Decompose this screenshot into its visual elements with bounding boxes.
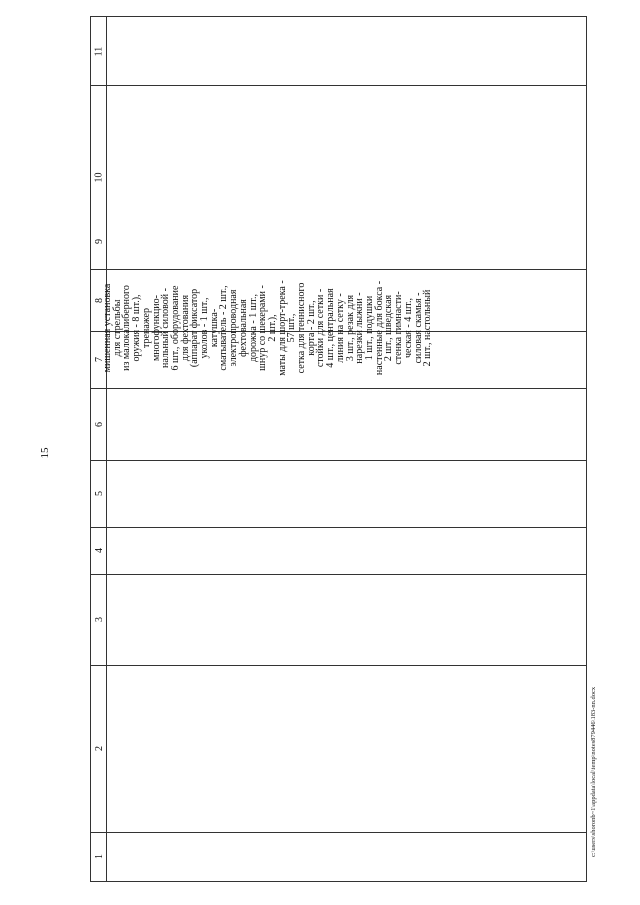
cell-10-line: ческая - 4 шт., [402, 297, 414, 359]
column-number: 5 [93, 491, 105, 496]
cell-10-line: 6 шт., оборудование [169, 285, 181, 371]
column-number: 11 [93, 46, 105, 56]
row-divider [91, 665, 586, 666]
cell-10-line: 1 шт., подушки [363, 295, 375, 361]
column-number: 6 [93, 421, 105, 427]
cell-10-line: нарезки лыжни - [354, 292, 366, 364]
cell-10-line: оружия - 8 шт.), [131, 294, 143, 362]
column-number: 1 [93, 854, 105, 859]
cell-10-line: 57 шт., [286, 313, 298, 343]
cell-10-line: сматыватель - 2 шт., [218, 285, 230, 371]
cell-10-line: мишенная установка [102, 283, 113, 373]
cell-10-line: стойки для сетки - [315, 288, 327, 368]
column-number: 2 [93, 746, 105, 751]
cell-10-text [102, 86, 434, 570]
cell-10-line: корта - 2 шт., [305, 300, 317, 356]
footer-file-path: c:\users\shoronb~1\appdata\local\temp\notes879446\183-nn.docx [590, 686, 597, 857]
cell-10-line: сетка для теннисного [296, 282, 308, 374]
row-divider [91, 832, 586, 833]
column-number: 8 [93, 297, 105, 303]
row-divider [91, 574, 586, 575]
cell-10-line: линия на сетку - [334, 293, 346, 363]
cell-10-line: из малокалиберного [121, 285, 133, 371]
cell-10-line: фехтовальная [237, 299, 249, 357]
cell-10-line: 2 шт.), [266, 314, 278, 342]
cell-10-line: шнур со шекерами - [257, 285, 269, 371]
column-number: 10 [93, 172, 105, 182]
cell-10-line: стенка гимнасти- [393, 291, 405, 365]
cell-10-line: катушка- [208, 308, 220, 348]
cell-10-line: для стрельбы [111, 299, 123, 357]
cell-10-line: 3 шт., резак для [344, 294, 356, 362]
cell-10-line: электропроводная [228, 289, 240, 367]
cell-10-line: (аппарат фиксатор [189, 288, 201, 368]
cell-10-line: 2 шт., настольный [422, 289, 434, 367]
page-number: 15 [39, 447, 51, 459]
cell-10-line: настенные для бокса - [373, 280, 385, 376]
cell-10-line: 4 шт., центральная [325, 288, 337, 368]
cell-10-line: для фехтования [179, 294, 191, 362]
cell-10-line: уколов - 1 шт., [199, 297, 211, 359]
column-number: 9 [93, 238, 105, 244]
cell-10-line: нальный силовой - [160, 288, 172, 368]
column-number: 7 [93, 357, 105, 362]
cell-10-line: тренажер [140, 308, 152, 348]
column-number: 4 [93, 548, 105, 553]
cell-10-line: дорожка - 1 шт., [247, 293, 259, 363]
cell-10-line: маты для шорт-трека - [276, 280, 288, 376]
cell-10-line: многофункцио- [150, 295, 162, 362]
cell-10-line: силовая скамья - [412, 292, 424, 364]
cell-10-line: 2 шт., шведская [383, 294, 395, 362]
column-number: 3 [93, 617, 105, 622]
